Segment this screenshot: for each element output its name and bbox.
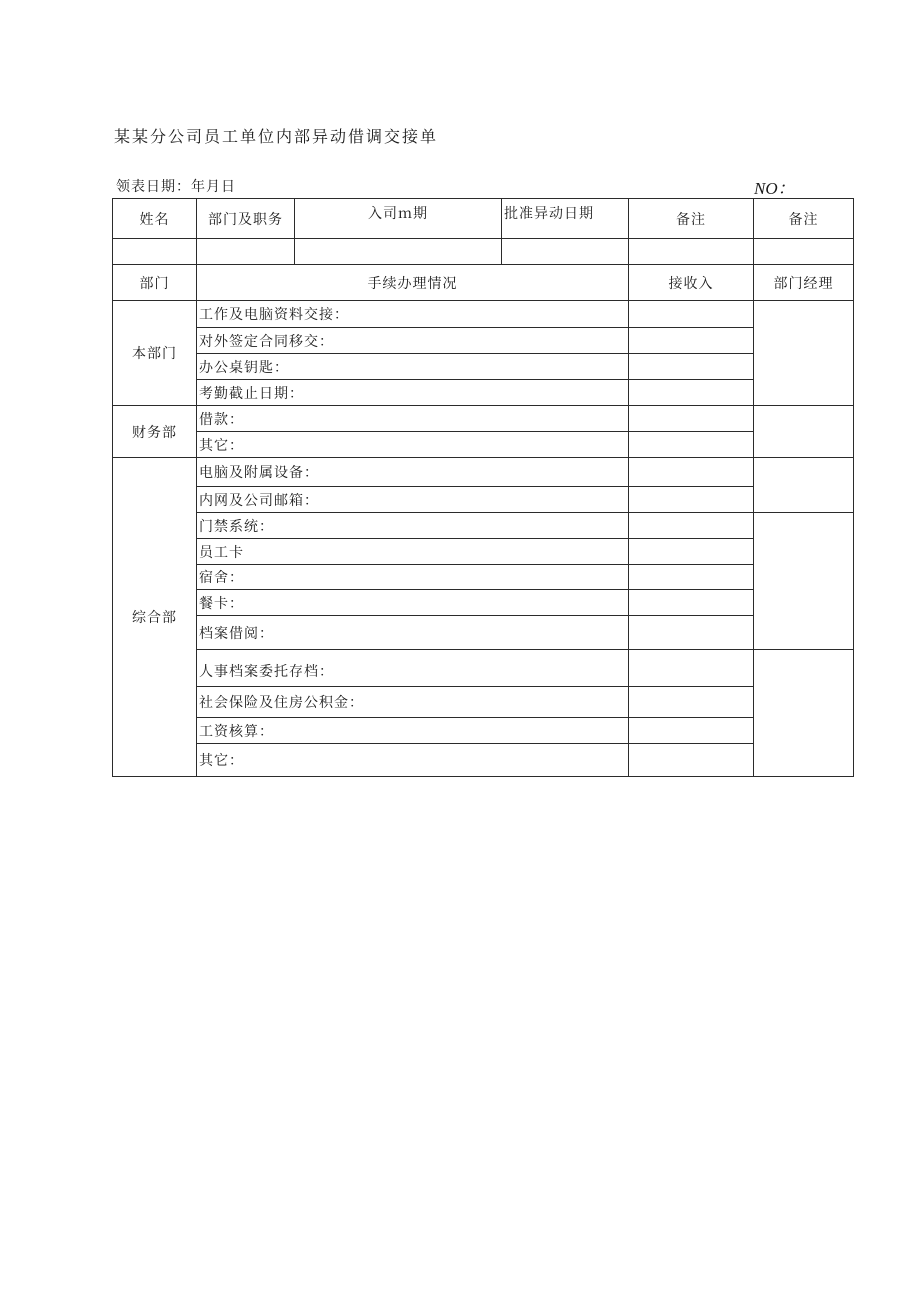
item-work-handover: 工作及电脑资料交接： [196,300,629,328]
transfer-date-field[interactable] [501,238,629,265]
receiver-payroll[interactable] [628,717,754,744]
receiver-access-control[interactable] [628,512,754,539]
subheader-receiver: 接收入 [628,264,754,301]
issue-date-label: 领表日期：年月日 [116,179,236,195]
header-transfer-date: 批准异动日期 [501,198,629,239]
section-finance: 财务部 [112,405,197,458]
receiver-attendance-end[interactable] [628,379,754,406]
remark-2-field[interactable] [753,238,854,265]
manager-own-dept[interactable] [753,300,854,406]
receiver-intranet-email[interactable] [628,486,754,513]
section-own-dept: 本部门 [112,300,197,406]
item-dormitory: 宿舍： [196,564,629,590]
item-finance-other: 其它： [196,431,629,458]
receiver-social-insurance[interactable] [628,686,754,718]
subheader-manager: 部门经理 [753,264,854,301]
item-general-other: 其它： [196,743,629,777]
item-archive-borrow: 档案借阅： [196,615,629,650]
item-computer-equipment: 电脑及附属设备： [196,457,629,487]
header-dept-position: 部门及职务 [196,198,295,239]
item-contract-handover: 对外签定合同移交： [196,327,629,354]
dept-position-field[interactable] [196,238,295,265]
subheader-handling: 手续办理情况 [196,264,629,301]
receiver-general-other[interactable] [628,743,754,777]
item-attendance-end: 考勤截止日期： [196,379,629,406]
name-field[interactable] [112,238,197,265]
section-general: 综合部 [112,457,197,777]
receiver-work-handover[interactable] [628,300,754,328]
header-remark-2: 备注 [753,198,854,239]
item-intranet-email: 内网及公司邮箱： [196,486,629,513]
item-social-insurance: 社会保险及住房公积金： [196,686,629,718]
receiver-meal-card[interactable] [628,589,754,616]
item-access-control: 门禁系统： [196,512,629,539]
remark-1-field[interactable] [628,238,754,265]
manager-general-1[interactable] [753,457,854,513]
form-title: 某某分公司员工单位内部异动借调交接单 [114,127,439,146]
item-loan: 借款： [196,405,629,432]
item-meal-card: 餐卡： [196,589,629,616]
join-date-field[interactable] [294,238,502,265]
item-desk-key: 办公桌钥匙： [196,353,629,380]
receiver-desk-key[interactable] [628,353,754,380]
receiver-employee-card[interactable] [628,538,754,565]
subheader-department: 部门 [112,264,197,301]
receiver-loan[interactable] [628,405,754,432]
receiver-hr-archive[interactable] [628,649,754,687]
manager-general-2[interactable] [753,512,854,650]
form-number-label: NO： [754,179,795,198]
receiver-dormitory[interactable] [628,564,754,590]
receiver-contract-handover[interactable] [628,327,754,354]
item-payroll: 工资核算： [196,717,629,744]
header-name: 姓名 [112,198,197,239]
receiver-finance-other[interactable] [628,431,754,458]
header-join-date: 入司ｍ期 [294,198,502,239]
item-employee-card: 员工卡 [196,538,629,565]
manager-general-3[interactable] [753,649,854,777]
header-remark-1: 备注 [628,198,754,239]
manager-finance[interactable] [753,405,854,458]
receiver-archive-borrow[interactable] [628,615,754,650]
receiver-computer-equipment[interactable] [628,457,754,487]
item-hr-archive: 人事档案委托存档： [196,649,629,687]
